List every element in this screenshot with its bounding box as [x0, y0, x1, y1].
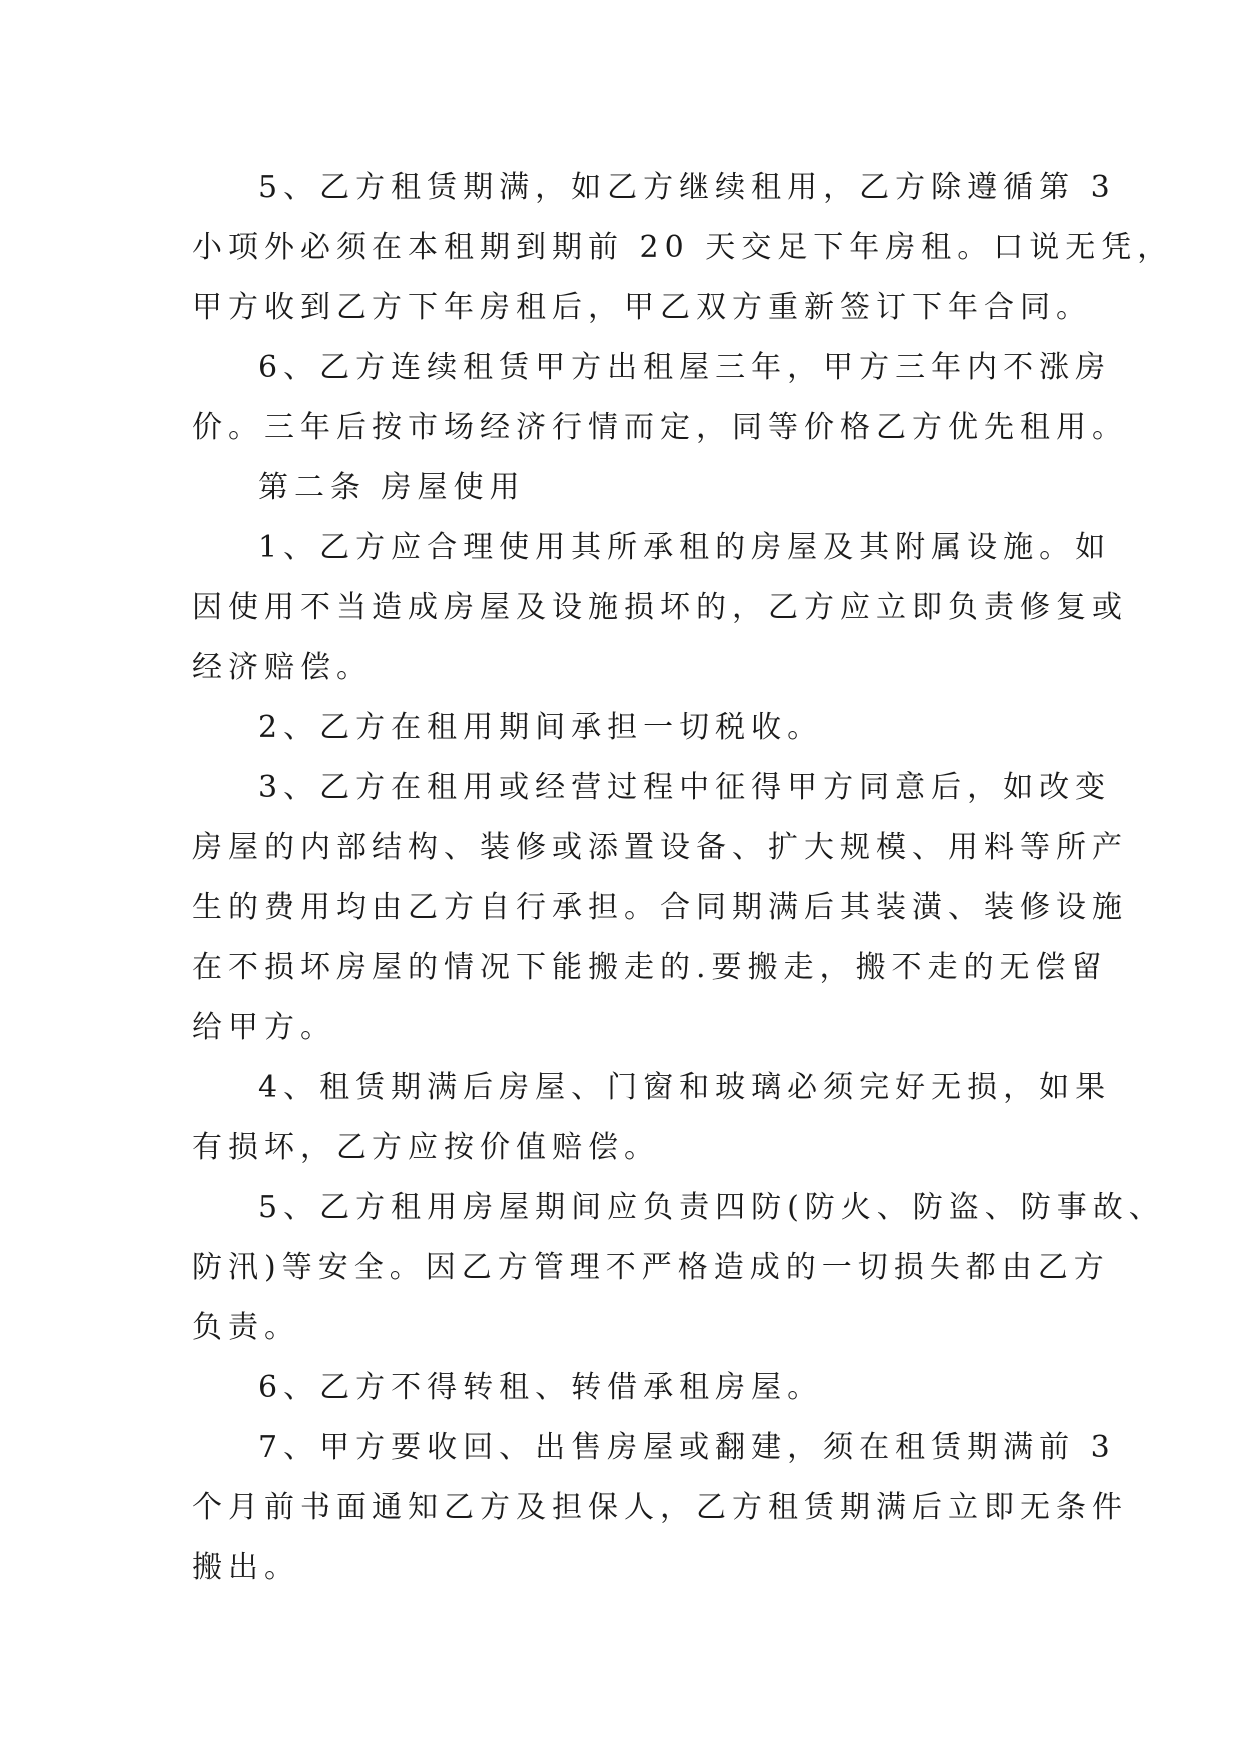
text-line: 4、租赁期满后房屋、门窗和玻璃必须完好无损，如果	[258, 1070, 1112, 1105]
text-line: 在不损坏房屋的情况下能搬走的.要搬走，搬不走的无偿留	[192, 950, 1108, 985]
text-line: 个月前书面通知乙方及担保人，乙方租赁期满后立即无条件	[192, 1490, 1128, 1525]
text-line: 3、乙方在租用或经营过程中征得甲方同意后，如改变	[258, 770, 1112, 805]
text-line: 负责。	[192, 1310, 300, 1345]
text-line: 6、乙方连续租赁甲方出租屋三年，甲方三年内不涨房	[258, 350, 1112, 385]
text-line: 生的费用均由乙方自行承担。合同期满后其装潢、装修设施	[192, 890, 1128, 925]
heading-line: 第二条 房屋使用	[258, 470, 526, 505]
text-line: 房屋的内部结构、装修或添置设备、扩大规模、用料等所产	[192, 830, 1128, 865]
paragraph-renewal	[192, 158, 1174, 338]
text-line: 甲方收到乙方下年房租后，甲乙双方重新签订下年合同。	[192, 290, 1092, 325]
text-line: 有损坏，乙方应按价值赔偿。	[192, 1130, 660, 1165]
paragraph-use-5	[192, 1178, 1165, 1358]
text-line: 搬出。	[192, 1550, 300, 1585]
text-line: 价。三年后按市场经济行情而定，同等价格乙方优先租用。	[192, 410, 1128, 445]
text-line: 1、乙方应合理使用其所承租的房屋及其附属设施。如	[258, 530, 1112, 565]
text-line: 5、乙方租用房屋期间应负责四防(防火、防盗、防事故、	[258, 1190, 1165, 1225]
text-line: 7、甲方要收回、出售房屋或翻建，须在租赁期满前 3	[258, 1430, 1116, 1465]
paragraph-use-4	[192, 1058, 1112, 1178]
document-page	[192, 158, 1174, 1598]
text-line: 6、乙方不得转租、转借承租房屋。	[258, 1370, 824, 1405]
text-line: 防汛)等安全。因乙方管理不严格造成的一切损失都由乙方	[192, 1250, 1110, 1285]
paragraph-use-6	[192, 1358, 1052, 1418]
paragraph-rent-freeze	[192, 338, 1128, 458]
text-line: 小项外必须在本租期到期前 20 天交足下年房租。口说无凭，	[192, 230, 1174, 265]
text-line: 经济赔偿。	[192, 650, 372, 685]
paragraph-use-1	[192, 518, 1128, 698]
text-line: 2、乙方在租用期间承担一切税收。	[258, 710, 824, 745]
paragraph-use-2	[192, 698, 1052, 758]
text-line: 5、乙方租赁期满，如乙方继续租用，乙方除遵循第 3	[258, 170, 1116, 205]
section-heading	[192, 458, 1052, 518]
paragraph-use-7	[192, 1418, 1128, 1598]
text-line: 因使用不当造成房屋及设施损坏的，乙方应立即负责修复或	[192, 590, 1128, 625]
paragraph-use-3	[192, 758, 1128, 1058]
text-line: 给甲方。	[192, 1010, 336, 1045]
